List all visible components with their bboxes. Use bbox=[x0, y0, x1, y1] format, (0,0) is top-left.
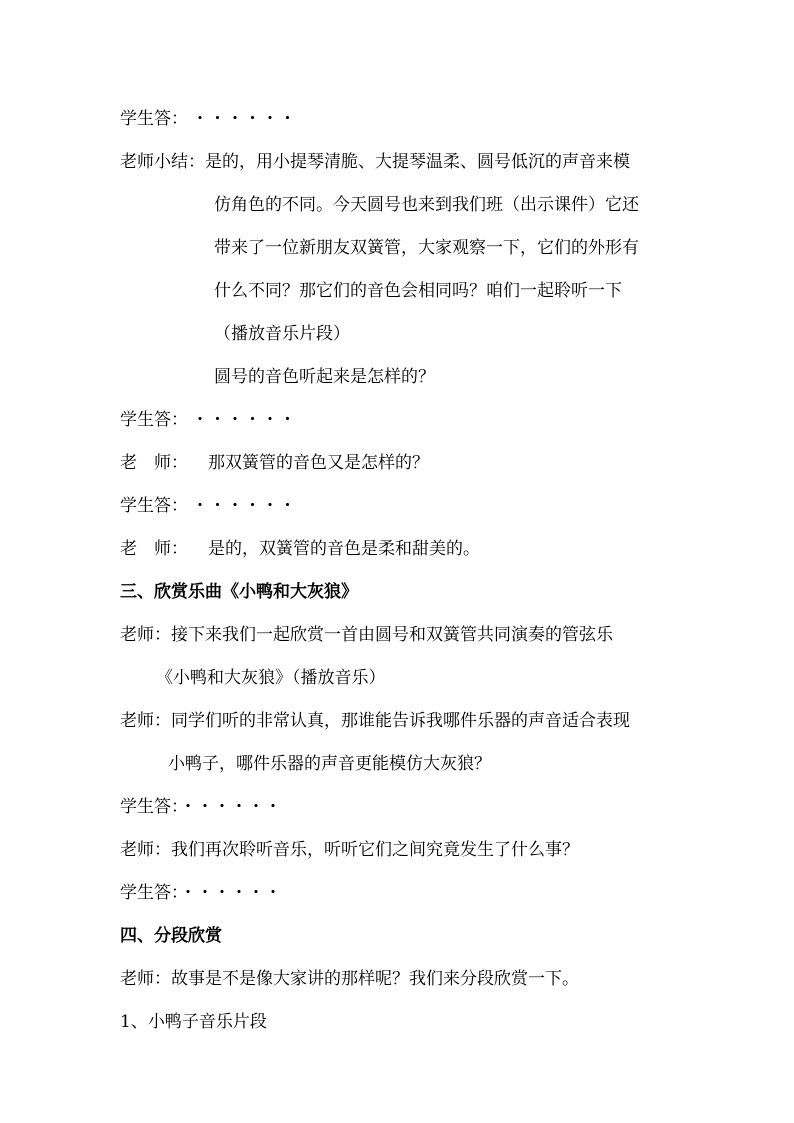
student-answer: 学生答：・・・・・・ bbox=[120, 797, 282, 817]
section-heading: 四、分段欣赏 bbox=[120, 926, 222, 946]
section-heading: 三、欣赏乐曲《小鸭和大灰狼》 bbox=[120, 582, 358, 602]
speaker-label: 学生答： bbox=[120, 410, 180, 430]
dialogue-line bbox=[120, 409, 297, 431]
dialogue-line: 老师：故事是不是像大家讲的那样呢？我们来分段欣赏一下。 bbox=[120, 969, 579, 989]
ellipsis-dots: ・・・・・・ bbox=[191, 496, 297, 516]
dialogue-continuation: 圆号的音色听起来是怎样的？ bbox=[214, 367, 435, 387]
dialogue-text: 是的，用小提琴清脆、大提琴温柔、圆号低沉的声音来模 bbox=[205, 152, 630, 172]
dialogue-continuation: 仿角色的不同。今天圆号也来到我们班（出示课件）它还 bbox=[214, 195, 639, 215]
subsection-item: 1、小鸭子音乐片段 bbox=[120, 1012, 267, 1032]
dialogue-text: 那双簧管的音色又是怎样的？ bbox=[208, 453, 429, 473]
dialogue-line bbox=[120, 452, 429, 474]
dialogue-continuation: 什么不同？那它们的音色会相同吗？咱们一起聆听一下 bbox=[214, 281, 622, 301]
speaker-label: 学生答： bbox=[120, 496, 180, 516]
dialogue-line: 老师：接下来我们一起欣赏一首由圆号和双簧管共同演奏的管弦乐 bbox=[120, 625, 613, 645]
stage-direction: （播放音乐片段） bbox=[214, 324, 350, 344]
dialogue-line: 老师：同学们听的非常认真，那谁能告诉我哪件乐器的声音适合表现 bbox=[120, 711, 630, 731]
dialogue-line bbox=[120, 495, 297, 517]
dialogue-line bbox=[120, 538, 480, 560]
speaker-label: 学生答： bbox=[120, 109, 180, 129]
ellipsis-dots: ・・・・・・ bbox=[191, 109, 297, 129]
speaker-label: 老 师： bbox=[120, 453, 188, 473]
speaker-label: 老 师： bbox=[120, 539, 188, 559]
ellipsis-dots: ・・・・・・ bbox=[191, 410, 297, 430]
dialogue-text: 是的，双簧管的音色是柔和甜美的。 bbox=[208, 539, 480, 559]
dialogue-line bbox=[120, 151, 630, 173]
speaker-label: 老师小结： bbox=[120, 152, 205, 172]
student-answer: 学生答：・・・・・・ bbox=[120, 883, 282, 903]
dialogue-continuation: 《小鸭和大灰狼》（播放音乐） bbox=[156, 668, 386, 688]
dialogue-line bbox=[120, 108, 297, 130]
dialogue-line: 老师：我们再次聆听音乐，听听它们之间究竟发生了什么事？ bbox=[120, 840, 579, 860]
dialogue-continuation: 小鸭子，哪件乐器的声音更能模仿大灰狼？ bbox=[168, 754, 491, 774]
dialogue-continuation: 带来了一位新朋友双簧管，大家观察一下，它们的外形有 bbox=[214, 238, 639, 258]
